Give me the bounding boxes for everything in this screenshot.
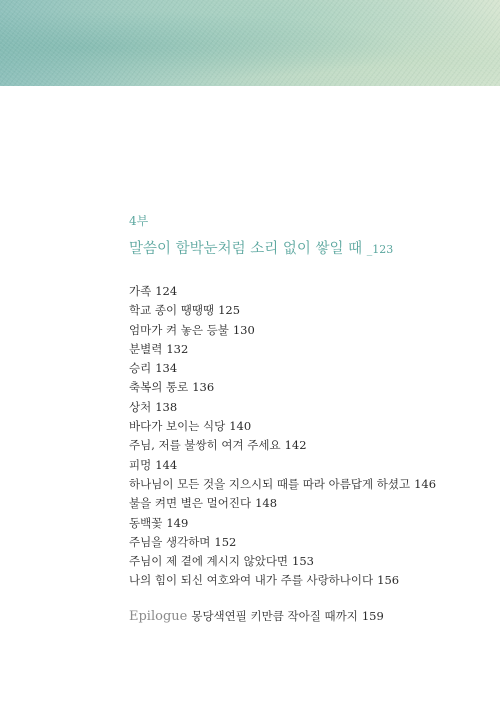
toc-entry-title: 피멍 <box>129 457 152 472</box>
toc-entry-title: 하나님이 모든 것을 지으시되 때를 따라 아름답게 하셨고 <box>129 476 411 491</box>
epilogue-page: 159 <box>361 608 384 623</box>
toc-entry-title: 상처 <box>129 399 152 414</box>
part-page-number: _123 <box>366 243 394 256</box>
toc-entry <box>129 301 469 320</box>
toc-entry-title: 바다가 보이는 식당 <box>129 419 226 434</box>
part-title <box>129 239 469 260</box>
toc-entry-title: 주님이 제 곁에 계시지 않았다면 <box>129 554 289 569</box>
toc-entry-page: 153 <box>292 554 314 569</box>
toc-entry-page: 148 <box>255 496 278 511</box>
toc-entry <box>129 456 469 475</box>
toc-entry-title: 엄마가 켜 놓은 등불 <box>129 322 229 337</box>
toc-entry-page: 124 <box>155 284 178 298</box>
toc-entry <box>129 282 469 301</box>
toc-entry-title: 학교 종이 땡땡땡 <box>129 303 215 318</box>
toc-entry <box>129 533 469 552</box>
toc-entry <box>129 436 469 455</box>
toc-entry-page: 156 <box>377 573 400 588</box>
header-texture-band <box>0 0 500 86</box>
toc-entry-list <box>129 282 469 591</box>
toc-entry-page: 140 <box>229 419 252 434</box>
toc-entry <box>129 321 469 340</box>
toc-entry-page: 142 <box>284 438 307 453</box>
toc-entry-title: 축복의 통로 <box>129 380 189 395</box>
toc-entry-page: 136 <box>192 380 215 395</box>
toc-entry-page: 138 <box>155 399 178 414</box>
toc-entry <box>129 378 469 397</box>
toc-entry-title: 불을 켜면 별은 멀어진다 <box>129 496 252 511</box>
toc-entry-page: 125 <box>218 303 241 318</box>
toc-entry-page: 130 <box>232 322 255 337</box>
epilogue-entry <box>129 608 469 624</box>
toc-entry <box>129 475 469 494</box>
toc-entry-title: 승리 <box>129 361 152 376</box>
toc-entry-title: 주님, 저를 불쌍히 여겨 주세요 <box>129 438 281 453</box>
toc-entry <box>129 571 469 590</box>
epilogue-title: 몽당색연필 키만큼 작아질 때까지 <box>191 608 358 623</box>
toc-entry-page: 132 <box>166 341 189 356</box>
toc-entry <box>129 359 469 378</box>
part-label: 4부 <box>129 214 149 228</box>
toc-entry <box>129 514 469 533</box>
toc-entry <box>129 417 469 436</box>
toc-entry <box>129 494 469 513</box>
table-of-contents <box>129 213 469 624</box>
toc-entry-page: 149 <box>166 515 189 530</box>
toc-entry-title: 분별력 <box>129 341 163 356</box>
epilogue-label: Epilogue <box>129 608 188 624</box>
toc-entry-title: 주님을 생각하며 <box>129 534 211 549</box>
toc-entry-page: 152 <box>214 534 237 549</box>
toc-entry-page: 134 <box>155 361 178 376</box>
toc-entry <box>129 552 469 571</box>
toc-entry <box>129 340 469 359</box>
part-title-text: 말씀이 함박눈처럼 소리 없이 쌓일 때 <box>129 241 363 257</box>
toc-entry-title: 가족 <box>129 284 152 298</box>
toc-entry-title: 나의 힘이 되신 여호와여 내가 주를 사랑하나이다 <box>129 573 374 588</box>
toc-entry-page: 144 <box>155 457 178 472</box>
toc-entry-page: 146 <box>414 476 437 491</box>
toc-entry-title: 동백꽃 <box>129 515 163 530</box>
toc-entry <box>129 398 469 417</box>
